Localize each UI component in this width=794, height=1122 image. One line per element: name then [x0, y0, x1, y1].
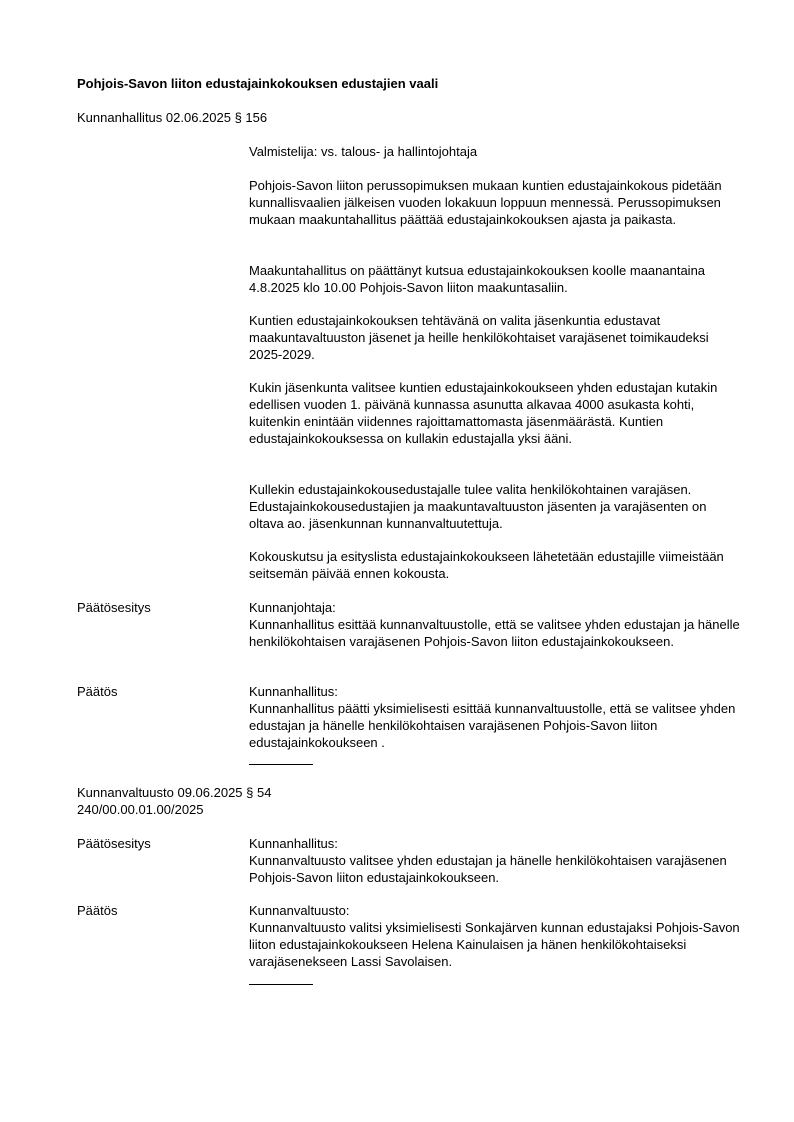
body-paragraph: Kuntien edustajainkokouksen tehtävänä on valita jäsenkuntia edustavat maakuntavaltuuston jäsenet ja heille henkilökohtaiset varajäsenet toimikaudeksi 2025-2029. — [249, 313, 709, 362]
proposal-block — [249, 835, 741, 886]
decision-text: Kunnanvaltuusto valitsi yksimielisesti Sonkajärven kunnan edustajaksi Pohjois-Savon liiton edustajainkokoukseen Helena Kainulaisen ja hänen henkilökohtaiseksi varajäsenekseen Lassi Savolaisen. — [249, 920, 740, 969]
preparer-line: Valmistelija: vs. talous- ja hallintojohtaja — [249, 144, 478, 159]
section-divider — [249, 764, 313, 765]
proposal-label: Päätösesitys — [77, 600, 151, 615]
body-paragraph: Pohjois-Savon liiton perussopimuksen mukaan kuntien edustajainkokous pidetään kunnallisvaalien jälkeisen vuoden lokakuun loppuun mennessä. Perussopimuksen mukaan maakuntahallitus päättää edustajainkokouksen ajasta ja paikasta. — [249, 178, 722, 227]
decision-label: Päätös — [77, 903, 118, 918]
proposal-block — [249, 599, 741, 650]
proposal-author: Kunnanjohtaja: — [249, 600, 336, 615]
proposal-label: Päätösesitys — [77, 836, 151, 851]
section-header-kunnanvaltuusto: Kunnanvaltuusto 09.06.2025 § 54 — [77, 785, 272, 800]
body-paragraph: Kullekin edustajainkokousedustajalle tulee valita henkilökohtainen varajäsen. Edustajainkokousedustajien ja maakuntavaltuuston jäsenten ja varajäsenten on oltava ao. jäsenkunnan kunnanvaltuutettuja. — [249, 482, 707, 531]
decision-block — [249, 683, 741, 751]
section-header-kunnanhallitus: Kunnanhallitus 02.06.2025 § 156 — [77, 110, 268, 125]
proposal-text: Kunnanhallitus esittää kunnanvaltuustolle, että se valitsee yhden edustajan ja hänelle henkilökohtaisen varajäsenen Pohjois-Savon liiton edustajainkokoukseen. — [249, 617, 740, 649]
section-divider — [249, 984, 313, 985]
body-paragraph: Kukin jäsenkunta valitsee kuntien edustajainkokoukseen yhden edustajan kutakin edellisen vuoden 1. päivänä kunnassa asunutta alkavaa 4000 asukasta kohti, kuitenkin enintään viidennes rajoittamattomasta jäsenmäärästä. Kuntien edustajainkokouksessa on kullakin edustajalla yksi ääni. — [249, 380, 718, 446]
body-paragraph: Kokouskutsu ja esityslista edustajainkokoukseen lähetetään edustajille viimeistään seitsemän päivää ennen kokousta. — [249, 549, 724, 581]
proposal-author: Kunnanhallitus: — [249, 836, 338, 851]
decision-text: Kunnanhallitus päätti yksimielisesti esittää kunnanvaltuustolle, että se valitsee yhden edustajan ja hänelle henkilökohtaisen varajäsenen Pohjois-Savon liiton edustajainkokoukseen . — [249, 701, 736, 750]
decision-author: Kunnanvaltuusto: — [249, 903, 350, 918]
document-title: Pohjois-Savon liiton edustajainkokouksen edustajien vaali — [77, 76, 439, 91]
record-number: 240/00.00.01.00/2025 — [77, 802, 204, 817]
decision-label: Päätös — [77, 684, 118, 699]
body-paragraph: Maakuntahallitus on päättänyt kutsua edustajainkokouksen koolle maanantaina 4.8.2025 klo 10.00 Pohjois-Savon liiton maakuntasaliin. — [249, 263, 706, 295]
decision-block — [249, 902, 741, 970]
decision-author: Kunnanhallitus: — [249, 684, 338, 699]
proposal-text: Kunnanvaltuusto valitsee yhden edustajan ja hänelle henkilökohtaisen varajäsenen Pohjois-Savon liiton edustajainkokoukseen. — [249, 853, 727, 885]
